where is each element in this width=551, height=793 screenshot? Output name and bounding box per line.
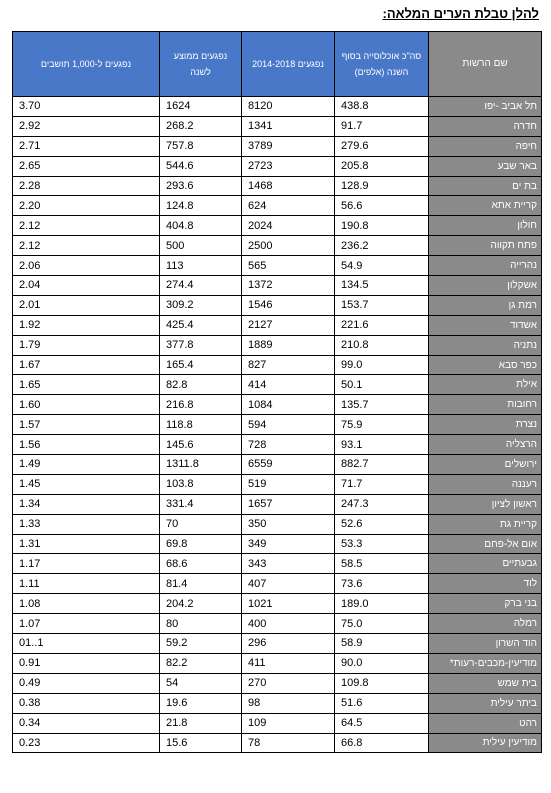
cell-avg-per-year: 216.8 bbox=[160, 395, 242, 415]
cell-per-1000: 2.65 bbox=[13, 156, 160, 176]
cell-injured: 1468 bbox=[242, 176, 335, 196]
cell-name: בני ברק bbox=[429, 594, 542, 614]
cell-per-1000: 2.12 bbox=[13, 216, 160, 236]
cell-population: 134.5 bbox=[335, 276, 429, 296]
cell-name: אשדוד bbox=[429, 315, 542, 335]
table-row bbox=[13, 653, 542, 673]
cell-name: לוד bbox=[429, 574, 542, 594]
table-row bbox=[13, 256, 542, 276]
cell-name: רעננה bbox=[429, 474, 542, 494]
table-row bbox=[13, 335, 542, 355]
cell-population: 75.9 bbox=[335, 415, 429, 435]
cell-name: רהט bbox=[429, 713, 542, 733]
cell-name: מודיעין-מכבים-רעות* bbox=[429, 653, 542, 673]
cell-per-1000: 0.49 bbox=[13, 673, 160, 693]
cell-name: כפר סבא bbox=[429, 355, 542, 375]
cell-population: 50.1 bbox=[335, 375, 429, 395]
cell-per-1000: 1.92 bbox=[13, 315, 160, 335]
cell-population: 53.3 bbox=[335, 534, 429, 554]
cell-injured: 414 bbox=[242, 375, 335, 395]
cell-per-1000: 0.34 bbox=[13, 713, 160, 733]
cell-injured: 565 bbox=[242, 256, 335, 276]
cell-injured: 6559 bbox=[242, 455, 335, 475]
table-row bbox=[13, 693, 542, 713]
cell-injured: 594 bbox=[242, 415, 335, 435]
table-row bbox=[13, 355, 542, 375]
cell-name: רמלה bbox=[429, 614, 542, 634]
cell-injured: 1657 bbox=[242, 494, 335, 514]
cell-avg-per-year: 331.4 bbox=[160, 494, 242, 514]
table-body bbox=[13, 97, 542, 753]
table-row bbox=[13, 156, 542, 176]
cell-population: 54.9 bbox=[335, 256, 429, 276]
table-row bbox=[13, 295, 542, 315]
cell-injured: 1341 bbox=[242, 116, 335, 136]
cell-per-1000: 1.07 bbox=[13, 614, 160, 634]
cell-name: חולון bbox=[429, 216, 542, 236]
table-row bbox=[13, 455, 542, 475]
table-row bbox=[13, 494, 542, 514]
cell-population: 71.7 bbox=[335, 474, 429, 494]
column-header-name: שם הרשות bbox=[429, 32, 542, 97]
cell-avg-per-year: 1624 bbox=[160, 97, 242, 117]
cell-name: קריית אתא bbox=[429, 196, 542, 216]
table-row bbox=[13, 136, 542, 156]
cell-population: 153.7 bbox=[335, 295, 429, 315]
table-row bbox=[13, 733, 542, 753]
cell-avg-per-year: 54 bbox=[160, 673, 242, 693]
cell-injured: 270 bbox=[242, 673, 335, 693]
cell-avg-per-year: 69.8 bbox=[160, 534, 242, 554]
cell-population: 205.8 bbox=[335, 156, 429, 176]
cell-avg-per-year: 274.4 bbox=[160, 276, 242, 296]
table-row bbox=[13, 395, 542, 415]
page-title: להלן טבלת הערים המלאה: bbox=[382, 6, 539, 21]
cell-injured: 343 bbox=[242, 554, 335, 574]
cell-per-1000: 1.31 bbox=[13, 534, 160, 554]
cell-injured: 1889 bbox=[242, 335, 335, 355]
cell-name: ביתר עילית bbox=[429, 693, 542, 713]
cell-per-1000: 2.20 bbox=[13, 196, 160, 216]
cell-population: 73.6 bbox=[335, 574, 429, 594]
cell-injured: 728 bbox=[242, 435, 335, 455]
cell-population: 64.5 bbox=[335, 713, 429, 733]
cell-per-1000: 0.38 bbox=[13, 693, 160, 713]
cell-injured: 8120 bbox=[242, 97, 335, 117]
cell-population: 882.7 bbox=[335, 455, 429, 475]
cell-avg-per-year: 425.4 bbox=[160, 315, 242, 335]
cell-name: רחובות bbox=[429, 395, 542, 415]
cell-per-1000: 1.34 bbox=[13, 494, 160, 514]
cell-population: 210.8 bbox=[335, 335, 429, 355]
cell-injured: 519 bbox=[242, 474, 335, 494]
cell-avg-per-year: 103.8 bbox=[160, 474, 242, 494]
cell-per-1000: 2.92 bbox=[13, 116, 160, 136]
cell-population: 221.6 bbox=[335, 315, 429, 335]
cell-avg-per-year: 165.4 bbox=[160, 355, 242, 375]
cell-per-1000: 1.56 bbox=[13, 435, 160, 455]
cell-injured: 2127 bbox=[242, 315, 335, 335]
cell-injured: 296 bbox=[242, 634, 335, 654]
cell-population: 109.8 bbox=[335, 673, 429, 693]
cell-per-1000: 0.91 bbox=[13, 653, 160, 673]
cell-per-1000: 1.67 bbox=[13, 355, 160, 375]
table-row bbox=[13, 474, 542, 494]
cell-name: אילת bbox=[429, 375, 542, 395]
cell-avg-per-year: 70 bbox=[160, 514, 242, 534]
table-row bbox=[13, 435, 542, 455]
cell-population: 91.7 bbox=[335, 116, 429, 136]
table-row bbox=[13, 673, 542, 693]
table-row bbox=[13, 97, 542, 117]
cell-avg-per-year: 145.6 bbox=[160, 435, 242, 455]
cell-population: 75.0 bbox=[335, 614, 429, 634]
cell-injured: 2500 bbox=[242, 236, 335, 256]
cell-population: 247.3 bbox=[335, 494, 429, 514]
cell-injured: 827 bbox=[242, 355, 335, 375]
table-row bbox=[13, 574, 542, 594]
cell-injured: 1021 bbox=[242, 594, 335, 614]
table-row bbox=[13, 315, 542, 335]
cell-per-1000: 1.45 bbox=[13, 474, 160, 494]
cell-name: נהרייה bbox=[429, 256, 542, 276]
cell-avg-per-year: 293.6 bbox=[160, 176, 242, 196]
cell-injured: 349 bbox=[242, 534, 335, 554]
cell-population: 52.6 bbox=[335, 514, 429, 534]
cell-injured: 350 bbox=[242, 514, 335, 534]
cell-avg-per-year: 81.4 bbox=[160, 574, 242, 594]
cell-per-1000: 1.17 bbox=[13, 554, 160, 574]
cell-injured: 400 bbox=[242, 614, 335, 634]
cell-population: 90.0 bbox=[335, 653, 429, 673]
cell-avg-per-year: 80 bbox=[160, 614, 242, 634]
cell-avg-per-year: 59.2 bbox=[160, 634, 242, 654]
cell-per-1000: 1.33 bbox=[13, 514, 160, 534]
cell-avg-per-year: 113 bbox=[160, 256, 242, 276]
cell-per-1000: 2.12 bbox=[13, 236, 160, 256]
cell-name: באר שבע bbox=[429, 156, 542, 176]
cell-name: חדרה bbox=[429, 116, 542, 136]
cell-name: נצרת bbox=[429, 415, 542, 435]
table-row bbox=[13, 216, 542, 236]
table-row bbox=[13, 176, 542, 196]
cell-population: 279.6 bbox=[335, 136, 429, 156]
table-row bbox=[13, 276, 542, 296]
cell-avg-per-year: 309.2 bbox=[160, 295, 242, 315]
table-row bbox=[13, 236, 542, 256]
table-row bbox=[13, 116, 542, 136]
cell-per-1000: 2.06 bbox=[13, 256, 160, 276]
cell-injured: 2024 bbox=[242, 216, 335, 236]
cell-avg-per-year: 82.2 bbox=[160, 653, 242, 673]
cell-per-1000: 1.57 bbox=[13, 415, 160, 435]
cell-population: 93.1 bbox=[335, 435, 429, 455]
cell-name: אום אל-פחם bbox=[429, 534, 542, 554]
cell-population: 56.6 bbox=[335, 196, 429, 216]
cell-per-1000: 1.11 bbox=[13, 574, 160, 594]
table-row bbox=[13, 634, 542, 654]
cell-population: 189.0 bbox=[335, 594, 429, 614]
cell-injured: 407 bbox=[242, 574, 335, 594]
cell-per-1000: 2.04 bbox=[13, 276, 160, 296]
cell-name: תל אביב -יפו bbox=[429, 97, 542, 117]
cell-avg-per-year: 124.8 bbox=[160, 196, 242, 216]
header-row bbox=[13, 32, 542, 97]
cell-injured: 98 bbox=[242, 693, 335, 713]
cell-injured: 78 bbox=[242, 733, 335, 753]
table-row bbox=[13, 375, 542, 395]
cell-avg-per-year: 500 bbox=[160, 236, 242, 256]
cell-name: נתניה bbox=[429, 335, 542, 355]
cell-per-1000: 3.70 bbox=[13, 97, 160, 117]
cell-injured: 1546 bbox=[242, 295, 335, 315]
cell-per-1000: 1.49 bbox=[13, 455, 160, 475]
cell-population: 58.5 bbox=[335, 554, 429, 574]
cell-per-1000: 1.60 bbox=[13, 395, 160, 415]
cell-population: 190.8 bbox=[335, 216, 429, 236]
cell-avg-per-year: 118.8 bbox=[160, 415, 242, 435]
cell-avg-per-year: 82.8 bbox=[160, 375, 242, 395]
table-row bbox=[13, 713, 542, 733]
cell-name: פתח תקווה bbox=[429, 236, 542, 256]
column-header-per-1000: נפגעים ל-1,000 תושבים bbox=[13, 32, 160, 97]
cell-per-1000: 0.23 bbox=[13, 733, 160, 753]
cell-name: מודיעין עילית bbox=[429, 733, 542, 753]
cell-avg-per-year: 544.6 bbox=[160, 156, 242, 176]
table-row bbox=[13, 554, 542, 574]
cell-avg-per-year: 19.6 bbox=[160, 693, 242, 713]
cell-population: 128.9 bbox=[335, 176, 429, 196]
cell-avg-per-year: 68.6 bbox=[160, 554, 242, 574]
cell-avg-per-year: 404.8 bbox=[160, 216, 242, 236]
cell-avg-per-year: 1311.8 bbox=[160, 455, 242, 475]
cell-population: 51.6 bbox=[335, 693, 429, 713]
column-header-injured: נפגעים 2014-2018 bbox=[242, 32, 335, 97]
cell-population: 99.0 bbox=[335, 355, 429, 375]
table-row bbox=[13, 415, 542, 435]
cell-name: ירושלים bbox=[429, 455, 542, 475]
cell-injured: 624 bbox=[242, 196, 335, 216]
cell-population: 58.9 bbox=[335, 634, 429, 654]
cell-name: גבעתיים bbox=[429, 554, 542, 574]
table-row bbox=[13, 196, 542, 216]
cell-injured: 2723 bbox=[242, 156, 335, 176]
cell-per-1000: 1.65 bbox=[13, 375, 160, 395]
cell-avg-per-year: 268.2 bbox=[160, 116, 242, 136]
cell-name: אשקלון bbox=[429, 276, 542, 296]
cell-name: ראשון לציון bbox=[429, 494, 542, 514]
cell-per-1000: 1..01 bbox=[13, 634, 160, 654]
cell-population: 135.7 bbox=[335, 395, 429, 415]
cell-per-1000: 1.08 bbox=[13, 594, 160, 614]
cell-injured: 3789 bbox=[242, 136, 335, 156]
cell-injured: 1084 bbox=[242, 395, 335, 415]
cell-population: 438.8 bbox=[335, 97, 429, 117]
cell-per-1000: 2.71 bbox=[13, 136, 160, 156]
cell-population: 236.2 bbox=[335, 236, 429, 256]
cell-per-1000: 2.01 bbox=[13, 295, 160, 315]
table-row bbox=[13, 614, 542, 634]
cell-name: קריית גת bbox=[429, 514, 542, 534]
table-row bbox=[13, 534, 542, 554]
cell-avg-per-year: 15.6 bbox=[160, 733, 242, 753]
cell-avg-per-year: 204.2 bbox=[160, 594, 242, 614]
cell-name: רמת גן bbox=[429, 295, 542, 315]
cell-name: חיפה bbox=[429, 136, 542, 156]
cell-name: הוד השרון bbox=[429, 634, 542, 654]
table-row bbox=[13, 594, 542, 614]
column-header-population: סה"כ אוכלוסייה בסוף השנה (אלפים) bbox=[335, 32, 429, 97]
cell-avg-per-year: 377.8 bbox=[160, 335, 242, 355]
cell-name: בת ים bbox=[429, 176, 542, 196]
cell-population: 66.8 bbox=[335, 733, 429, 753]
column-header-avg-per-year: נפגעים ממוצע לשנה bbox=[160, 32, 242, 97]
cell-injured: 411 bbox=[242, 653, 335, 673]
cell-name: הרצליה bbox=[429, 435, 542, 455]
table-row bbox=[13, 514, 542, 534]
cell-injured: 1372 bbox=[242, 276, 335, 296]
cell-name: בית שמש bbox=[429, 673, 542, 693]
cell-injured: 109 bbox=[242, 713, 335, 733]
cell-avg-per-year: 21.8 bbox=[160, 713, 242, 733]
cell-per-1000: 2.28 bbox=[13, 176, 160, 196]
cities-table bbox=[12, 31, 542, 753]
cell-avg-per-year: 757.8 bbox=[160, 136, 242, 156]
cell-per-1000: 1.79 bbox=[13, 335, 160, 355]
